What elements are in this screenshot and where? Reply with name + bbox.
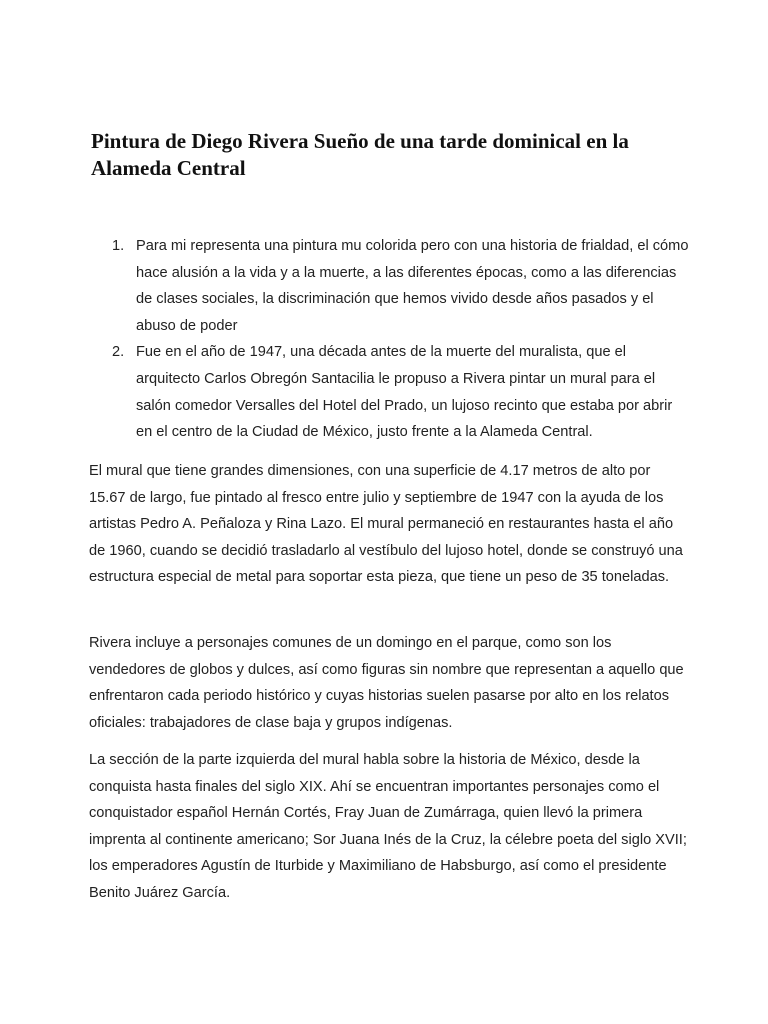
list-item (91, 233, 691, 339)
paragraph-mural-dimensions: El mural que tiene grandes dimensiones, con una superficie de 4.17 metros de alto por 15.67 de largo, fue pintado al fresco entre julio y septiembre de 1947 con la ayuda de los artistas Pedro A. Peñaloza y Rina Lazo. El mural permaneció en restaurantes hasta el año de 1960, cuando se decidió trasladarlo al vestíbulo del lujoso hotel, donde se construyó una estructura especial de metal para soportar esta pieza, que tiene un peso de 35 toneladas. (89, 463, 683, 586)
list-item-number: 1. (112, 238, 125, 254)
paragraph-characters: Rivera incluye a personajes comunes de un domingo en el parque, como son los vendedores de globos y dulces, así como figuras sin nombre que representan a aquello que enfrentaron cada periodo histórico y cuyas historias suelen pasarse por alto en los relatos oficiales: trabajadores de clase baja y grupos indígenas. (89, 635, 684, 731)
list-item-text: Fue en el año de 1947, una década antes de la muerte del muralista, que el arquitecto Carlos Obregón Santacilia le propuso a Rivera pintar un mural para el salón comedor Versalles del Hotel del Prado, un lujoso recinto que estaba por abrir en el centro de la Ciudad de México, justo frente a la Alameda Central. (136, 344, 673, 441)
list-item-text: Para mi representa una pintura mu colorida pero con una historia de frialdad, el cómo hace alusión a la vida y a la muerte, a las diferentes épocas, como a las diferencias de clases sociales, la discriminación que hemos vivido desde años pasados y el abuso de poder (136, 238, 689, 334)
list-item (91, 339, 691, 445)
paragraph-history-section: La sección de la parte izquierda del mural habla sobre la historia de México, desde la conquista hasta finales del siglo XIX. Ahí se encuentran importantes personajes como el conquistador español Hernán Cortés, Fray Juan de Zumárraga, quien llevó la primera imprenta al continente americano; Sor Juana Inés de la Cruz, la célebre poeta del siglo XVII; los emperadores Agustín de Iturbide y Maximiliano de Habsburgo, así como el presidente Benito Juárez García. (89, 752, 687, 901)
document-title: Pintura de Diego Rivera Sueño de una tarde dominical en la Alameda Central (91, 129, 629, 180)
numbered-list (91, 233, 691, 446)
list-item-number: 2. (112, 344, 125, 361)
